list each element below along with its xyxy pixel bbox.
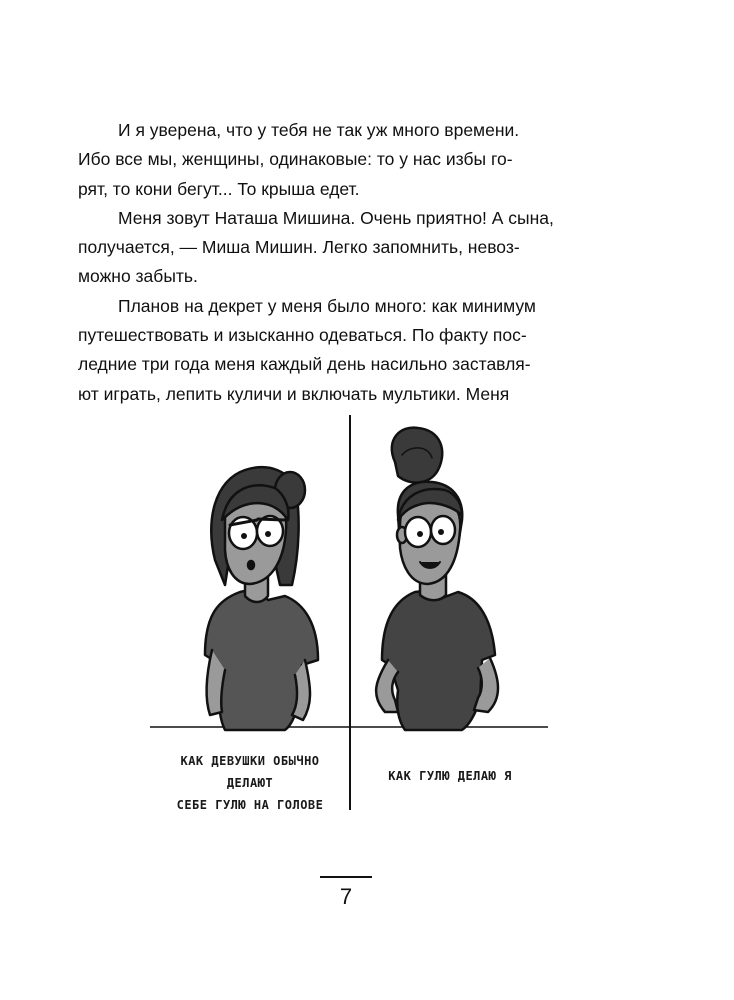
page-number: 7 (339, 884, 353, 909)
text-line: получается, — Миша Мишин. Легко запомнить, невоз- (78, 237, 520, 258)
text-line: И я уверена, что у тебя не так уж много времени. (118, 120, 520, 140)
footer-rule (320, 876, 372, 878)
text-line: Планов на декрет у меня было много: как минимум (118, 295, 536, 316)
text-line: ют играть, лепить куличи и включать мультики. Меня (78, 383, 510, 404)
caption-line: СЕБЕ ГУЛЮ НА ГОЛОВЕ (176, 798, 324, 812)
caption-line: КАК ГУЛЮ ДЕЛАЮ Я (388, 769, 512, 783)
text-line: путешествовать и изысканно одеваться. По факту пос- (78, 325, 527, 346)
text-line: ледние три года меня каждый день насильно заставля- (78, 354, 531, 375)
right-woman-figure (376, 428, 498, 730)
text-line: Меня зовут Наташа Мишина. Очень приятно! А сына, (118, 207, 554, 228)
caption-line: КАК ДЕВУШКИ ОБЫЧНО ДЕЛАЮТ (180, 754, 320, 790)
left-woman-figure (205, 467, 318, 730)
left-caption (160, 750, 340, 816)
text-line: можно забыть. (78, 266, 198, 287)
text-line: Ибо все мы, женщины, одинаковые: то у нас избы го- (78, 149, 513, 170)
right-caption (380, 765, 520, 787)
text-line: рят, то кони бегут... То крыша едет. (78, 178, 360, 199)
